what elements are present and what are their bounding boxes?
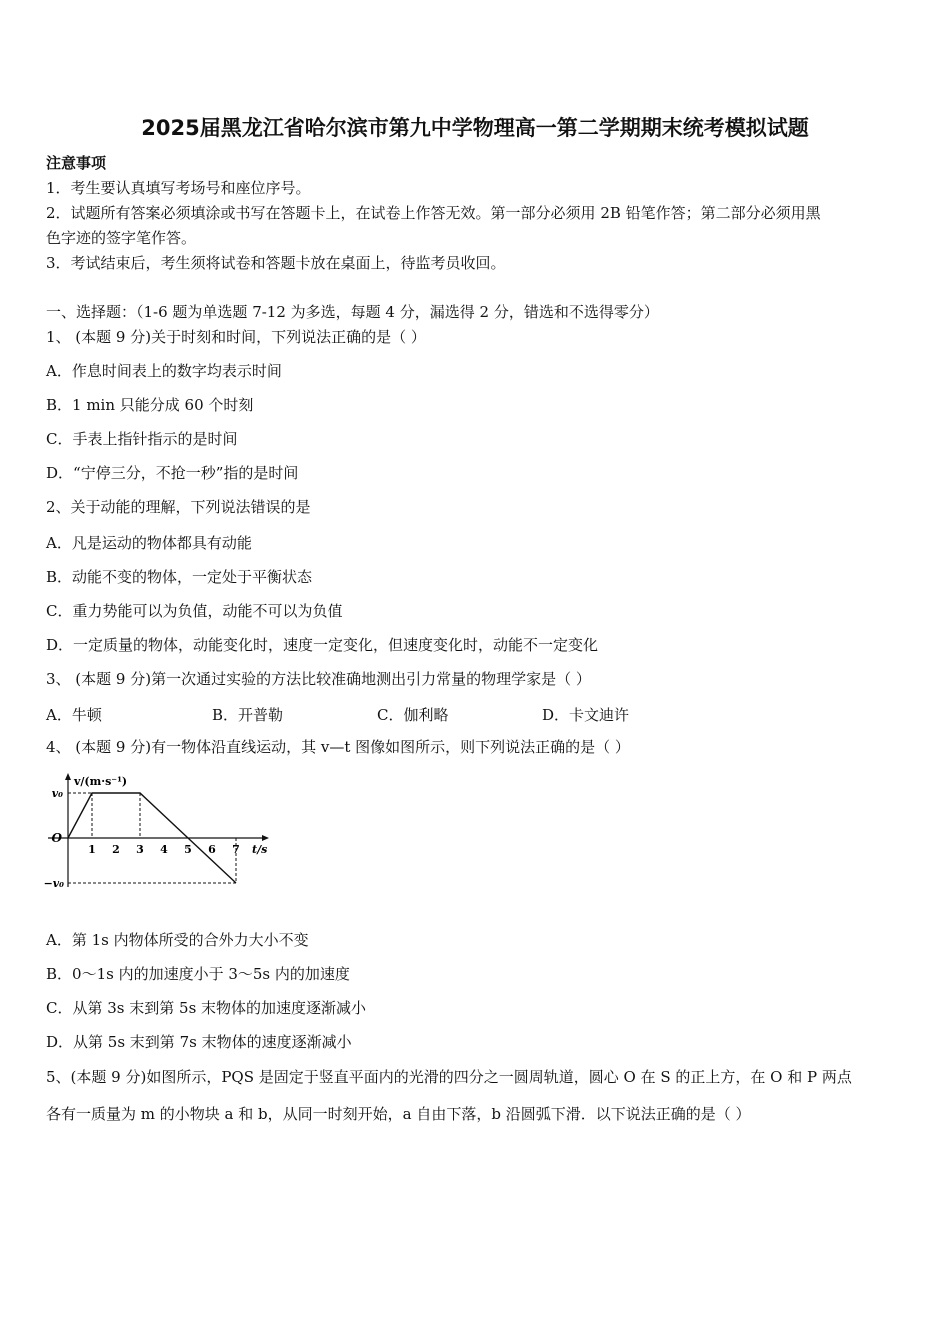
- q3-option-d: D．卡文迪许: [542, 706, 630, 724]
- x-tick-label: 2: [112, 843, 120, 856]
- q3-option-b: B．开普勒: [212, 706, 284, 724]
- question-4-stem: 4、 (本题 9 分)有一物体沿直线运动，其 v—t 图像如图所示，则下列说法正确的是（ ）: [46, 738, 630, 756]
- q1-option-d: D．“宁停三分，不抢一秒”指的是时间: [46, 464, 299, 482]
- y-tick-label-v0: v₀: [51, 787, 63, 800]
- question-5-stem-line-1: 5、(本题 9 分)如图所示，PQS 是固定于竖直平面内的光滑的四分之一圆周轨道，圆心 O 在 S 的正上方，在 O 和 P 两点: [46, 1068, 852, 1086]
- y-tick-label-neg-v0: −v₀: [44, 877, 64, 890]
- notice-item-2-cont: 色字迹的签字笔作答。: [46, 229, 197, 247]
- notice-item-3: 3．考试结束后，考生须将试卷和答题卡放在桌面上，待监考员收回。: [46, 254, 506, 272]
- question-5-stem-line-2: 各有一质量为 m 的小物块 a 和 b，从同一时刻开始，a 自由下落，b 沿圆弧下滑．以下说法正确的是（ ）: [46, 1105, 751, 1123]
- x-tick-label: 7: [232, 843, 240, 856]
- y-axis-label: v/(m·s⁻¹): [74, 775, 128, 788]
- question-2-stem: 2、关于动能的理解，下列说法错误的是: [46, 498, 311, 516]
- notice-heading: 注意事项: [46, 154, 107, 172]
- q1-option-b: B．1 min 只能分成 60 个时刻: [46, 396, 254, 414]
- vt-graph: [44, 770, 276, 894]
- q2-option-a: A．凡是运动的物体都具有动能: [46, 534, 252, 552]
- x-tick-label: 4: [160, 843, 168, 856]
- notice-item-2: 2．试题所有答案必须填涂或书写在答题卡上，在试卷上作答无效。第一部分必须用 2B 铅笔作答；第二部分必须用黑: [46, 204, 821, 222]
- x-tick-label: 3: [136, 843, 144, 856]
- q3-option-c: C．伽利略: [377, 706, 449, 724]
- x-axis-label: t/s: [252, 843, 268, 856]
- x-axis-arrow: [262, 835, 269, 841]
- q3-options-row: [46, 704, 746, 724]
- section-heading: 一、选择题：（1-6 题为单选题 7-12 为多选，每题 4 分，漏选得 2 分，错选和不选得零分）: [46, 303, 659, 321]
- q4-option-b: B．0～1s 内的加速度小于 3～5s 内的加速度: [46, 965, 350, 983]
- page-title: 2025届黑龙江省哈尔滨市第九中学物理高一第二学期期末统考模拟试题: [141, 116, 809, 140]
- q3-option-a: A．牛顿: [46, 706, 102, 724]
- vt-graph-plot: [44, 773, 269, 890]
- q2-option-b: B．动能不变的物体，一定处于平衡状态: [46, 568, 313, 586]
- x-tick-label: 5: [184, 843, 192, 856]
- q4-option-c: C．从第 3s 末到第 5s 末物体的加速度逐渐减小: [46, 999, 367, 1017]
- q4-option-a: A．第 1s 内物体所受的合外力大小不变: [46, 931, 309, 949]
- q4-option-d: D．从第 5s 末到第 7s 末物体的速度逐渐减小: [46, 1033, 352, 1051]
- question-3-stem: 3、 (本题 9 分)第一次通过实验的方法比较准确地测出引力常量的物理学家是（ ）: [46, 670, 591, 688]
- x-tick-label: 6: [208, 843, 216, 856]
- y-axis-arrow: [65, 773, 71, 780]
- q2-option-d: D．一定质量的物体，动能变化时，速度一定变化，但速度变化时，动能不一定变化: [46, 636, 599, 654]
- origin-label: O: [51, 831, 62, 845]
- notice-item-1: 1．考生要认真填写考场号和座位序号。: [46, 179, 311, 197]
- q1-option-c: C．手表上指针指示的是时间: [46, 430, 238, 448]
- q1-option-a: A．作息时间表上的数字均表示时间: [46, 362, 282, 380]
- question-1-stem: 1、 (本题 9 分)关于时刻和时间，下列说法正确的是（ ）: [46, 328, 426, 346]
- q2-option-c: C．重力势能可以为负值，动能不可以为负值: [46, 602, 343, 620]
- x-tick-label: 1: [88, 843, 96, 856]
